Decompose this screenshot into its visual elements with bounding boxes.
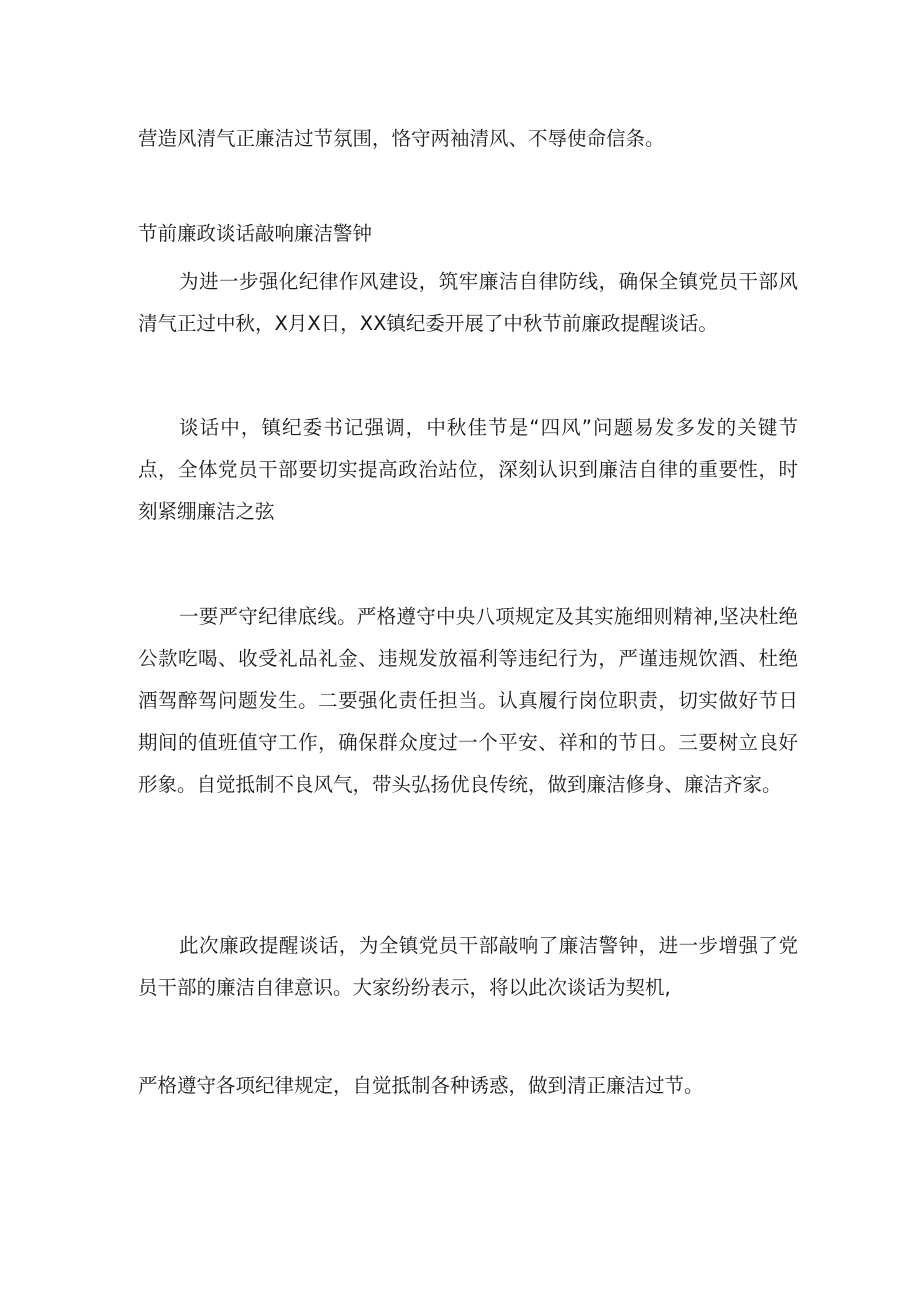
section-title: 节前廉政谈话敲响廉洁警钟 [138,222,373,245]
paragraph-2: 谈话中，镇纪委书记强调，中秋佳节是“四风”问题易发多发的关键节点，全体党员干部要切实提高政治站位，深刻认识到廉洁自律的重要性，时刻紧绷廉洁之弦 [138,416,798,523]
intro-line: 营造风清气正廉洁过节氛围，恪守两袖清风、不辱使命信条。 [138,127,665,150]
paragraph-1: 为进一步强化纪律作风建设，筑牢廉洁自律防线，确保全镇党员干部风清气正过中秋，X月X日，XX镇纪委开展了中秋节前廉政提醒谈话。 [138,270,798,335]
paragraph-5: 严格遵守各项纪律规定，自觉抵制各种诱惑，做到清正廉洁过节。 [138,1074,704,1097]
paragraph-3: 一要严守纪律底线。严格遵守中央八项规定及其实施细则精神,坚决杜绝公款吃喝、收受礼品礼金、违规发放福利等违纪行为，严谨违规饮酒、杜绝酒驾醉驾问题发生。二要强化责任担当。认真履行岗位职责，切实做好节日期间的值班值守工作，确保群众度过一个平安、祥和的节日。三要树立良好形象。自觉抵制不良风气，带头弘扬优良传统，做到廉洁修身、廉洁齐家。 [138,605,798,796]
paragraph-4: 此次廉政提醒谈话，为全镇党员干部敲响了廉洁警钟，进一步增强了党员干部的廉洁自律意识。大家纷纷表示，将以此次谈话为契机, [138,934,798,999]
